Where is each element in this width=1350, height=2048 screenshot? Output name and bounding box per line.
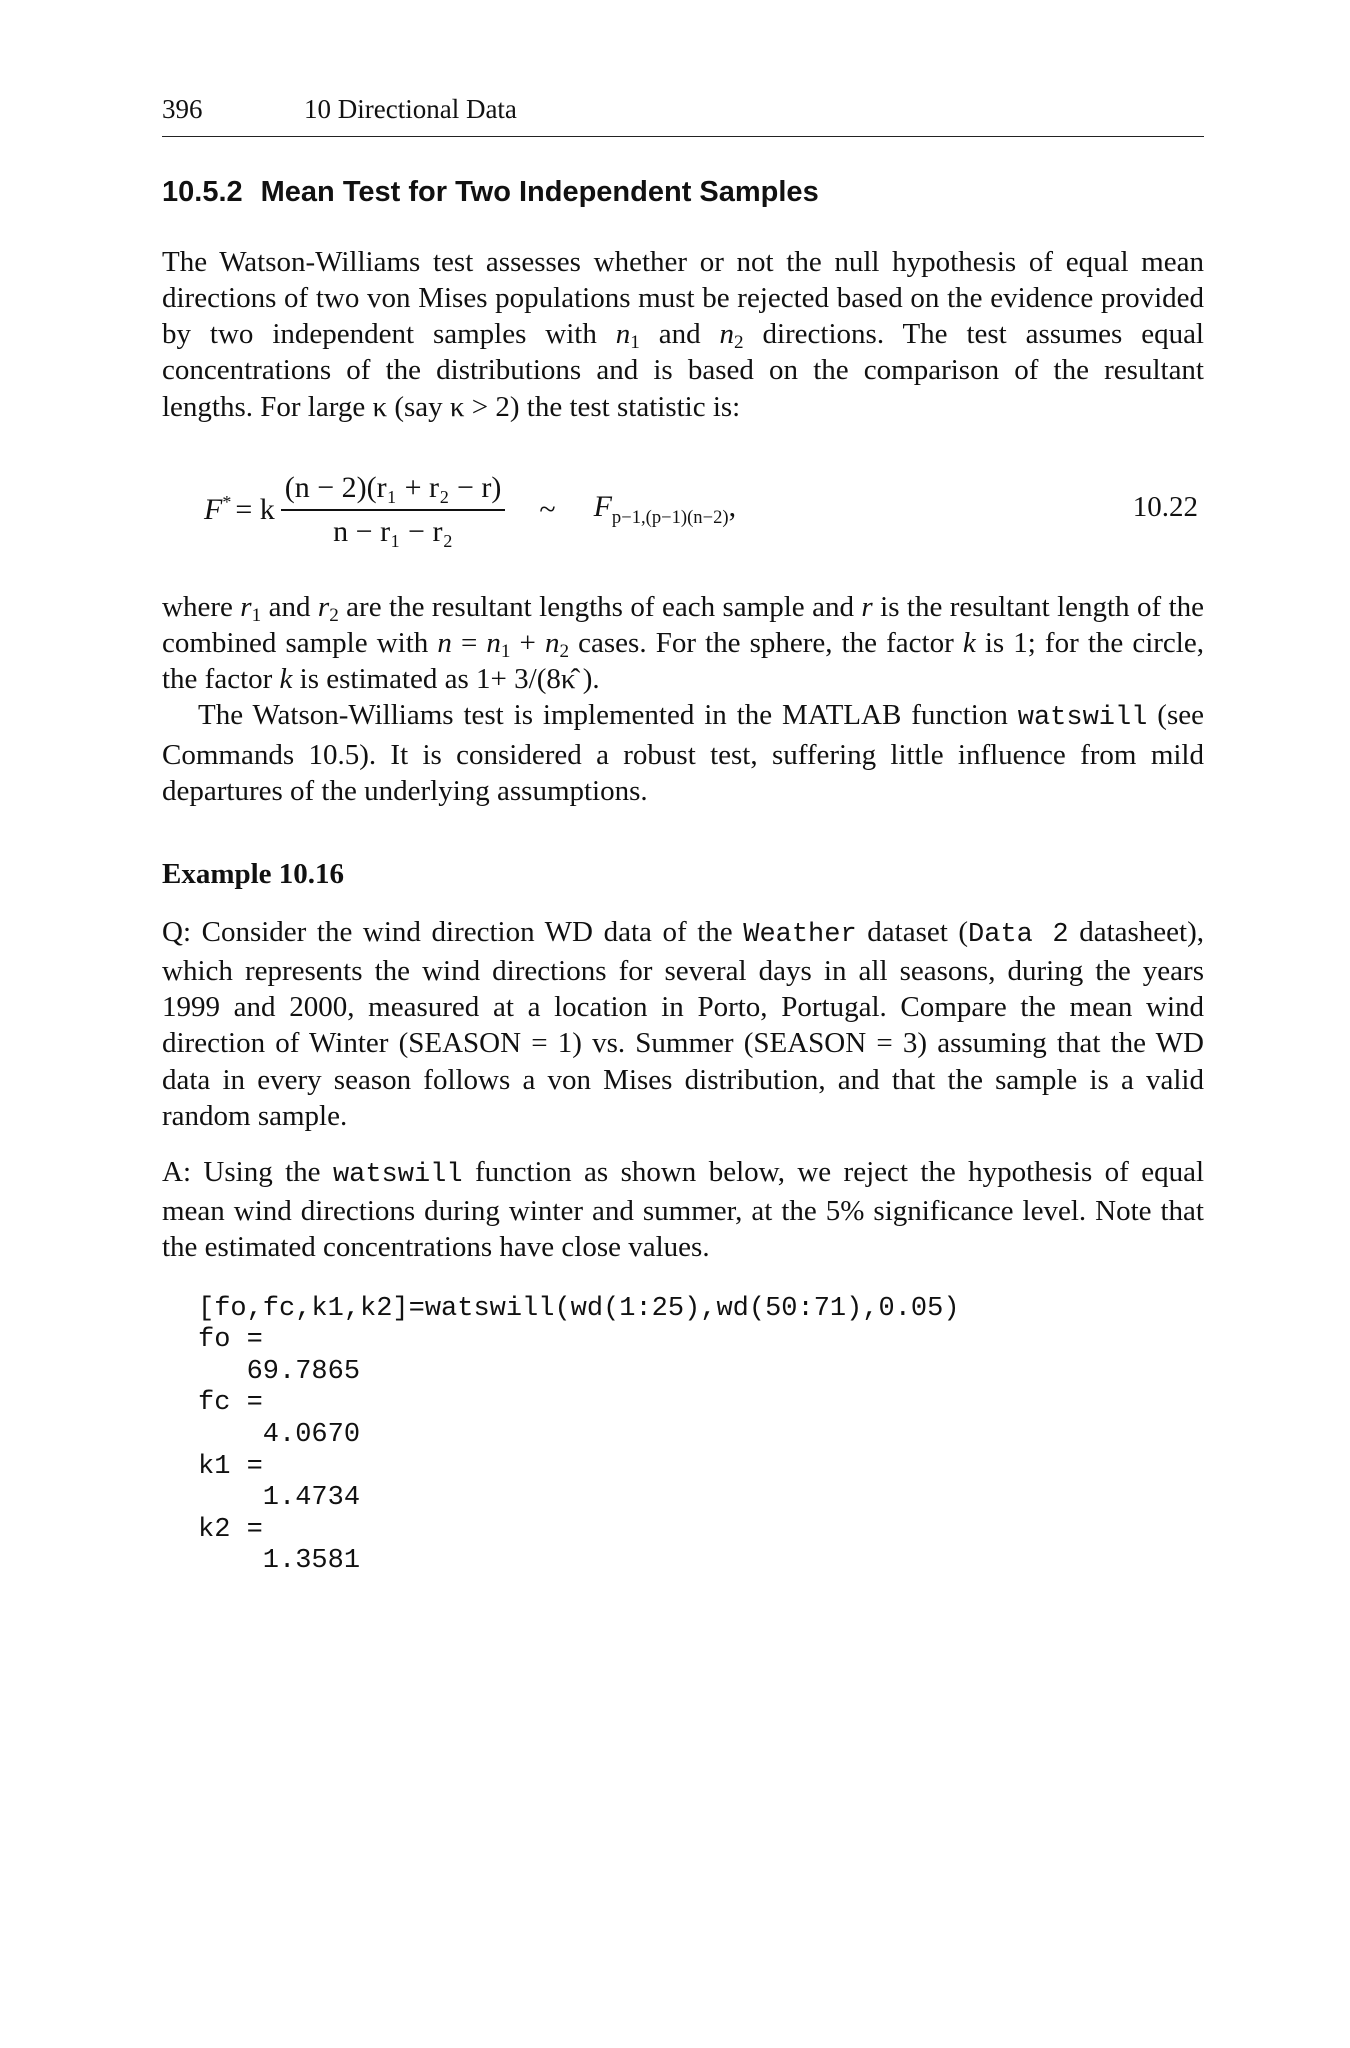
code-listing	[198, 1294, 1204, 1578]
example-question: Q: Consider the wind direction WD data of the Weather dataset (Data 2 datasheet), which represents the wind directions for several days in all seasons, during the years 1999 and 2000, measured at a location in Porto, Portugal. Compare the mean wind direction of Winter (SEASON = 1) vs. Summer (SEASON = 3) assuming that the WD data in every season follows a von Mises distribution, and that the sample is a valid random sample.	[162, 915, 1204, 1132]
fraction-denominator: n − r₁ − r₂	[333, 514, 453, 548]
section-heading	[162, 175, 1204, 210]
book-page	[162, 96, 1204, 1578]
distributed-as-symbol: ~	[539, 492, 556, 526]
implementation-paragraph: The Watson-Williams test is implemented in the MATLAB function watswill (see Commands 10.5). It is considered a robust test, suffering little influence from mild departures of the underlying assumptions.	[162, 699, 1204, 807]
equation-body	[204, 455, 736, 565]
code-line: 4.0670	[198, 1420, 361, 1451]
example-heading: Example 10.16	[162, 858, 345, 891]
chapter-title: 10 Directional Data	[304, 94, 517, 124]
code-line: 69.7865	[198, 1356, 361, 1387]
where-paragraph: where $r_1$ and $r_2$ are the resultant lengths of each sample and r is the resultant length of the combined sample with $n = n_1 + n_2$ cases. For the sphere, the factor k is 1; for the circle, the factor k is estimated as 1+ 3/(8κ̂ ).	[162, 590, 1205, 696]
equation-lhs: F*	[204, 492, 232, 527]
example-answer: A: Using the watswill function as shown below, we reject the hypothesis of equal mean wind directions during winter and summer, at the 5% significance level. Note that the estimated concentrations have close values.	[162, 1156, 1205, 1264]
code-line: 1.4734	[198, 1483, 361, 1514]
page-number: 396	[162, 94, 203, 124]
code-line: [fo,fc,k1,k2]=watswill(wd(1:25),wd(50:71),0.05)	[198, 1293, 960, 1324]
intro-paragraph: The Watson-Williams test assesses whether or not the null hypothesis of equal mean directions of two von Mises populations must be rejected based on the evidence provided by two independent samples with $n_1$ and $n_2$ directions. The test assumes equal concentrations of the distributions and is based on the comparison of the resultant lengths. For large κ (say κ > 2) the test statistic is:	[162, 245, 1204, 423]
equation-number: 10.22	[1132, 490, 1198, 523]
f-distribution: $F_{p-1,(p-1)(n-2)}$,	[593, 490, 737, 529]
section-number: 10.5.2	[162, 176, 243, 208]
equation-fraction	[281, 471, 506, 549]
code-line: 1.3581	[198, 1546, 361, 1577]
running-head	[162, 96, 1204, 137]
section-title: Mean Test for Two Independent Samples	[260, 176, 819, 208]
code-line: fo =	[198, 1325, 263, 1356]
fraction-numerator: (n − 2)(r₁ + r₂ − r)	[284, 471, 502, 505]
equation-k: = k	[235, 492, 275, 526]
code-line: k2 =	[198, 1514, 263, 1545]
equation-10-22	[162, 455, 1204, 565]
code-line: fc =	[198, 1388, 263, 1419]
code-line: k1 =	[198, 1451, 263, 1482]
